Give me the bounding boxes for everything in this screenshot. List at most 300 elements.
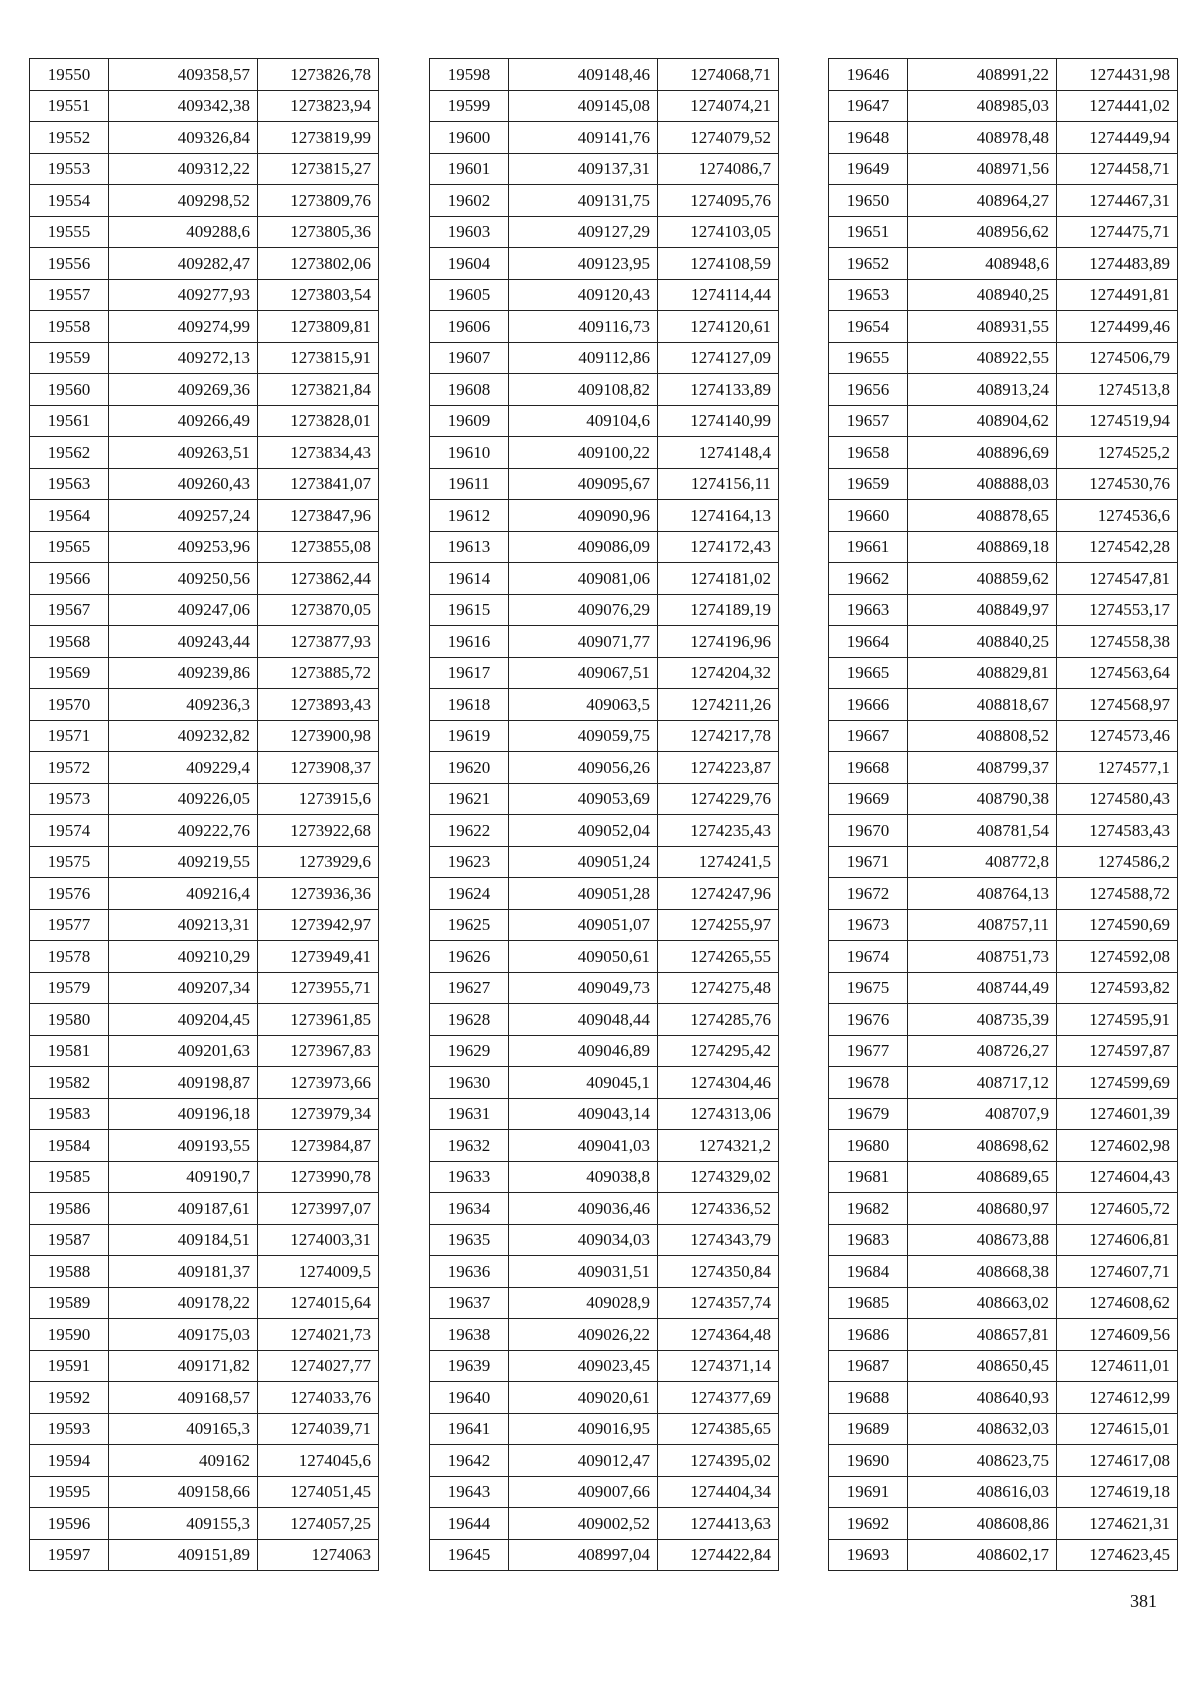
point-number: 19563 <box>30 468 109 500</box>
point-number: 19667 <box>829 720 908 752</box>
table-row <box>430 1256 779 1288</box>
y-coordinate: 1273862,44 <box>258 563 379 595</box>
table-row <box>430 468 779 500</box>
table-row <box>430 1130 779 1162</box>
table-row <box>430 122 779 154</box>
x-coordinate: 409063,5 <box>509 689 658 721</box>
x-coordinate: 408818,67 <box>908 689 1057 721</box>
table-row <box>430 279 779 311</box>
y-coordinate: 1273922,68 <box>258 815 379 847</box>
x-coordinate: 409236,3 <box>109 689 258 721</box>
point-number: 19582 <box>30 1067 109 1099</box>
table-row <box>430 941 779 973</box>
point-number: 19590 <box>30 1319 109 1351</box>
y-coordinate: 1274027,77 <box>258 1350 379 1382</box>
point-number: 19635 <box>430 1224 509 1256</box>
y-coordinate: 1274033,76 <box>258 1382 379 1414</box>
x-coordinate: 409120,43 <box>509 279 658 311</box>
x-coordinate: 408640,93 <box>908 1382 1057 1414</box>
table-row <box>430 90 779 122</box>
y-coordinate: 1274606,81 <box>1057 1224 1178 1256</box>
y-coordinate: 1273900,98 <box>258 720 379 752</box>
point-number: 19586 <box>30 1193 109 1225</box>
x-coordinate: 408602,17 <box>908 1539 1057 1571</box>
point-number: 19624 <box>430 878 509 910</box>
table-row <box>829 563 1178 595</box>
table-row <box>829 909 1178 941</box>
point-number: 19577 <box>30 909 109 941</box>
point-number: 19674 <box>829 941 908 973</box>
point-number: 19614 <box>430 563 509 595</box>
table-row <box>430 1539 779 1571</box>
point-number: 19628 <box>430 1004 509 1036</box>
y-coordinate: 1274597,87 <box>1057 1035 1178 1067</box>
y-coordinate: 1274385,65 <box>658 1413 779 1445</box>
point-number: 19636 <box>430 1256 509 1288</box>
y-coordinate: 1274140,99 <box>658 405 779 437</box>
table-row <box>430 563 779 595</box>
x-coordinate: 409263,51 <box>109 437 258 469</box>
y-coordinate: 1274499,46 <box>1057 311 1178 343</box>
y-coordinate: 1273893,43 <box>258 689 379 721</box>
y-coordinate: 1273984,87 <box>258 1130 379 1162</box>
x-coordinate: 408632,03 <box>908 1413 1057 1445</box>
point-number: 19638 <box>430 1319 509 1351</box>
table-row <box>829 1476 1178 1508</box>
table-row <box>30 279 379 311</box>
point-number: 19603 <box>430 216 509 248</box>
point-number: 19660 <box>829 500 908 532</box>
y-coordinate: 1273815,91 <box>258 342 379 374</box>
x-coordinate: 409243,44 <box>109 626 258 658</box>
table-row <box>430 1319 779 1351</box>
point-number: 19642 <box>430 1445 509 1477</box>
y-coordinate: 1274617,08 <box>1057 1445 1178 1477</box>
table-row <box>829 216 1178 248</box>
point-number: 19600 <box>430 122 509 154</box>
y-coordinate: 1274172,43 <box>658 531 779 563</box>
x-coordinate: 409043,14 <box>509 1098 658 1130</box>
y-coordinate: 1274265,55 <box>658 941 779 973</box>
y-coordinate: 1274074,21 <box>658 90 779 122</box>
point-number: 19564 <box>30 500 109 532</box>
x-coordinate: 408781,54 <box>908 815 1057 847</box>
x-coordinate: 408764,13 <box>908 878 1057 910</box>
point-number: 19690 <box>829 1445 908 1477</box>
y-coordinate: 1274513,8 <box>1057 374 1178 406</box>
point-number: 19584 <box>30 1130 109 1162</box>
x-coordinate: 408985,03 <box>908 90 1057 122</box>
table-row <box>30 1035 379 1067</box>
x-coordinate: 409141,76 <box>509 122 658 154</box>
table-row <box>30 689 379 721</box>
x-coordinate: 408608,86 <box>908 1508 1057 1540</box>
table-row <box>829 815 1178 847</box>
table-row <box>30 626 379 658</box>
point-number: 19579 <box>30 972 109 1004</box>
point-number: 19580 <box>30 1004 109 1036</box>
x-coordinate: 409028,9 <box>509 1287 658 1319</box>
x-coordinate: 409007,66 <box>509 1476 658 1508</box>
point-number: 19573 <box>30 783 109 815</box>
y-coordinate: 1273819,99 <box>258 122 379 154</box>
y-coordinate: 1274285,76 <box>658 1004 779 1036</box>
table-row <box>430 626 779 658</box>
point-number: 19553 <box>30 153 109 185</box>
y-coordinate: 1274114,44 <box>658 279 779 311</box>
y-coordinate: 1274506,79 <box>1057 342 1178 374</box>
x-coordinate: 409067,51 <box>509 657 658 689</box>
y-coordinate: 1274051,45 <box>258 1476 379 1508</box>
table-row <box>829 720 1178 752</box>
y-coordinate: 1274133,89 <box>658 374 779 406</box>
y-coordinate: 1274313,06 <box>658 1098 779 1130</box>
table-row <box>30 405 379 437</box>
table-row <box>829 1004 1178 1036</box>
x-coordinate: 409219,55 <box>109 846 258 878</box>
point-number: 19556 <box>30 248 109 280</box>
table-row <box>829 1539 1178 1571</box>
table-row <box>430 1350 779 1382</box>
point-number: 19596 <box>30 1508 109 1540</box>
y-coordinate: 1274229,76 <box>658 783 779 815</box>
y-coordinate: 1274189,19 <box>658 594 779 626</box>
point-number: 19645 <box>430 1539 509 1571</box>
y-coordinate: 1274573,46 <box>1057 720 1178 752</box>
y-coordinate: 1273979,34 <box>258 1098 379 1130</box>
x-coordinate: 408717,12 <box>908 1067 1057 1099</box>
point-number: 19616 <box>430 626 509 658</box>
y-coordinate: 1274247,96 <box>658 878 779 910</box>
point-number: 19615 <box>430 594 509 626</box>
point-number: 19550 <box>30 59 109 91</box>
x-coordinate: 409269,36 <box>109 374 258 406</box>
point-number: 19623 <box>430 846 509 878</box>
table-row <box>30 1319 379 1351</box>
point-number: 19598 <box>430 59 509 91</box>
y-coordinate: 1274607,71 <box>1057 1256 1178 1288</box>
table-row <box>30 1539 379 1571</box>
point-number: 19607 <box>430 342 509 374</box>
point-number: 19656 <box>829 374 908 406</box>
x-coordinate: 408931,55 <box>908 311 1057 343</box>
table-row <box>430 594 779 626</box>
x-coordinate: 409095,67 <box>509 468 658 500</box>
point-number: 19575 <box>30 846 109 878</box>
table-row <box>829 972 1178 1004</box>
table-row <box>829 626 1178 658</box>
x-coordinate: 409137,31 <box>509 153 658 185</box>
x-coordinate: 409175,03 <box>109 1319 258 1351</box>
y-coordinate: 1273805,36 <box>258 216 379 248</box>
table-row <box>829 1161 1178 1193</box>
point-number: 19640 <box>430 1382 509 1414</box>
y-coordinate: 1273997,07 <box>258 1193 379 1225</box>
y-coordinate: 1273823,94 <box>258 90 379 122</box>
coordinates-table-right <box>828 58 1178 1571</box>
x-coordinate: 409012,47 <box>509 1445 658 1477</box>
x-coordinate: 409178,22 <box>109 1287 258 1319</box>
page-number: 381 <box>1130 1591 1157 1611</box>
x-coordinate: 409162 <box>109 1445 258 1477</box>
point-number: 19654 <box>829 311 908 343</box>
table-row <box>30 1130 379 1162</box>
point-number: 19611 <box>430 468 509 500</box>
point-number: 19632 <box>430 1130 509 1162</box>
x-coordinate: 409342,38 <box>109 90 258 122</box>
x-coordinate: 409196,18 <box>109 1098 258 1130</box>
x-coordinate: 409056,26 <box>509 752 658 784</box>
x-coordinate: 409204,45 <box>109 1004 258 1036</box>
y-coordinate: 1274039,71 <box>258 1413 379 1445</box>
point-number: 19644 <box>430 1508 509 1540</box>
point-number: 19670 <box>829 815 908 847</box>
x-coordinate: 409123,95 <box>509 248 658 280</box>
x-coordinate: 409201,63 <box>109 1035 258 1067</box>
y-coordinate: 1273870,05 <box>258 594 379 626</box>
x-coordinate: 409282,47 <box>109 248 258 280</box>
table-row <box>829 1035 1178 1067</box>
y-coordinate: 1274068,71 <box>658 59 779 91</box>
y-coordinate: 1274148,4 <box>658 437 779 469</box>
table-row <box>30 594 379 626</box>
table-row <box>829 122 1178 154</box>
x-coordinate: 409076,29 <box>509 594 658 626</box>
table-row <box>30 1350 379 1382</box>
point-number: 19560 <box>30 374 109 406</box>
x-coordinate: 409288,6 <box>109 216 258 248</box>
x-coordinate: 408707,9 <box>908 1098 1057 1130</box>
point-number: 19613 <box>430 531 509 563</box>
table-row <box>430 153 779 185</box>
x-coordinate: 408650,45 <box>908 1350 1057 1382</box>
table-row <box>430 815 779 847</box>
table-row <box>430 1287 779 1319</box>
x-coordinate: 409059,75 <box>509 720 658 752</box>
x-coordinate: 408673,88 <box>908 1224 1057 1256</box>
x-coordinate: 409051,28 <box>509 878 658 910</box>
table-row <box>30 185 379 217</box>
y-coordinate: 1274547,81 <box>1057 563 1178 595</box>
x-coordinate: 409213,31 <box>109 909 258 941</box>
table-row <box>829 657 1178 689</box>
y-coordinate: 1274609,56 <box>1057 1319 1178 1351</box>
x-coordinate: 409298,52 <box>109 185 258 217</box>
x-coordinate: 408680,97 <box>908 1193 1057 1225</box>
table-row <box>430 720 779 752</box>
y-coordinate: 1273847,96 <box>258 500 379 532</box>
table-row <box>30 783 379 815</box>
y-coordinate: 1274608,62 <box>1057 1287 1178 1319</box>
x-coordinate: 409266,49 <box>109 405 258 437</box>
x-coordinate: 408904,62 <box>908 405 1057 437</box>
x-coordinate: 408888,03 <box>908 468 1057 500</box>
point-number: 19578 <box>30 941 109 973</box>
x-coordinate: 409016,95 <box>509 1413 658 1445</box>
y-coordinate: 1274095,76 <box>658 185 779 217</box>
y-coordinate: 1274491,81 <box>1057 279 1178 311</box>
x-coordinate: 409051,24 <box>509 846 658 878</box>
table-row <box>30 1067 379 1099</box>
y-coordinate: 1273826,78 <box>258 59 379 91</box>
x-coordinate: 409190,7 <box>109 1161 258 1193</box>
table-row <box>430 216 779 248</box>
y-coordinate: 1274009,5 <box>258 1256 379 1288</box>
point-number: 19646 <box>829 59 908 91</box>
point-number: 19666 <box>829 689 908 721</box>
y-coordinate: 1274295,42 <box>658 1035 779 1067</box>
point-number: 19659 <box>829 468 908 500</box>
point-number: 19657 <box>829 405 908 437</box>
x-coordinate: 408971,56 <box>908 153 1057 185</box>
point-number: 19630 <box>430 1067 509 1099</box>
x-coordinate: 408869,18 <box>908 531 1057 563</box>
y-coordinate: 1274593,82 <box>1057 972 1178 1004</box>
point-number: 19589 <box>30 1287 109 1319</box>
y-coordinate: 1273908,37 <box>258 752 379 784</box>
x-coordinate: 409086,09 <box>509 531 658 563</box>
table-row <box>30 563 379 595</box>
x-coordinate: 409131,75 <box>509 185 658 217</box>
point-number: 19678 <box>829 1067 908 1099</box>
y-coordinate: 1274563,64 <box>1057 657 1178 689</box>
point-number: 19685 <box>829 1287 908 1319</box>
y-coordinate: 1274580,43 <box>1057 783 1178 815</box>
table-row <box>30 1161 379 1193</box>
table-row <box>829 374 1178 406</box>
table-row <box>430 1476 779 1508</box>
x-coordinate: 409071,77 <box>509 626 658 658</box>
point-number: 19641 <box>430 1413 509 1445</box>
y-coordinate: 1274304,46 <box>658 1067 779 1099</box>
x-coordinate: 408829,81 <box>908 657 1057 689</box>
x-coordinate: 409250,56 <box>109 563 258 595</box>
x-coordinate: 409023,45 <box>509 1350 658 1382</box>
point-number: 19606 <box>430 311 509 343</box>
y-coordinate: 1274413,63 <box>658 1508 779 1540</box>
y-coordinate: 1274108,59 <box>658 248 779 280</box>
x-coordinate: 409034,03 <box>509 1224 658 1256</box>
point-number: 19692 <box>829 1508 908 1540</box>
y-coordinate: 1274483,89 <box>1057 248 1178 280</box>
point-number: 19585 <box>30 1161 109 1193</box>
y-coordinate: 1274604,43 <box>1057 1161 1178 1193</box>
point-number: 19665 <box>829 657 908 689</box>
y-coordinate: 1273990,78 <box>258 1161 379 1193</box>
point-number: 19652 <box>829 248 908 280</box>
x-coordinate: 408757,11 <box>908 909 1057 941</box>
y-coordinate: 1274530,76 <box>1057 468 1178 500</box>
x-coordinate: 409187,61 <box>109 1193 258 1225</box>
x-coordinate: 409326,84 <box>109 122 258 154</box>
y-coordinate: 1274079,52 <box>658 122 779 154</box>
table-row <box>829 1256 1178 1288</box>
point-number: 19552 <box>30 122 109 154</box>
point-number: 19634 <box>430 1193 509 1225</box>
point-number: 19609 <box>430 405 509 437</box>
point-number: 19648 <box>829 122 908 154</box>
y-coordinate: 1274235,43 <box>658 815 779 847</box>
y-coordinate: 1274623,45 <box>1057 1539 1178 1571</box>
point-number: 19601 <box>430 153 509 185</box>
y-coordinate: 1274241,5 <box>658 846 779 878</box>
x-coordinate: 408751,73 <box>908 941 1057 973</box>
y-coordinate: 1273809,76 <box>258 185 379 217</box>
point-number: 19680 <box>829 1130 908 1162</box>
point-number: 19671 <box>829 846 908 878</box>
x-coordinate: 409116,73 <box>509 311 658 343</box>
table-row <box>430 1067 779 1099</box>
table-row <box>829 437 1178 469</box>
coordinates-table-left <box>29 58 379 1571</box>
y-coordinate: 1273821,84 <box>258 374 379 406</box>
x-coordinate: 409226,05 <box>109 783 258 815</box>
y-coordinate: 1274615,01 <box>1057 1413 1178 1445</box>
table-row <box>829 500 1178 532</box>
y-coordinate: 1274275,48 <box>658 972 779 1004</box>
point-number: 19619 <box>430 720 509 752</box>
x-coordinate: 409041,03 <box>509 1130 658 1162</box>
y-coordinate: 1274553,17 <box>1057 594 1178 626</box>
y-coordinate: 1274343,79 <box>658 1224 779 1256</box>
x-coordinate: 409277,93 <box>109 279 258 311</box>
point-number: 19676 <box>829 1004 908 1036</box>
y-coordinate: 1274568,97 <box>1057 689 1178 721</box>
point-number: 19662 <box>829 563 908 595</box>
y-coordinate: 1273885,72 <box>258 657 379 689</box>
point-number: 19653 <box>829 279 908 311</box>
point-number: 19672 <box>829 878 908 910</box>
table-row <box>829 752 1178 784</box>
y-coordinate: 1274590,69 <box>1057 909 1178 941</box>
x-coordinate: 409026,22 <box>509 1319 658 1351</box>
point-number: 19594 <box>30 1445 109 1477</box>
table-row <box>30 1098 379 1130</box>
point-number: 19574 <box>30 815 109 847</box>
y-coordinate: 1273915,6 <box>258 783 379 815</box>
point-number: 19693 <box>829 1539 908 1571</box>
table-row <box>829 941 1178 973</box>
table-row <box>30 752 379 784</box>
point-number: 19686 <box>829 1319 908 1351</box>
y-coordinate: 1274057,25 <box>258 1508 379 1540</box>
y-coordinate: 1274431,98 <box>1057 59 1178 91</box>
table-row <box>30 531 379 563</box>
table-row <box>30 1413 379 1445</box>
point-number: 19673 <box>829 909 908 941</box>
x-coordinate: 408978,48 <box>908 122 1057 154</box>
point-number: 19658 <box>829 437 908 469</box>
point-number: 19626 <box>430 941 509 973</box>
x-coordinate: 409239,86 <box>109 657 258 689</box>
y-coordinate: 1274021,73 <box>258 1319 379 1351</box>
point-number: 19679 <box>829 1098 908 1130</box>
point-number: 19650 <box>829 185 908 217</box>
x-coordinate: 409232,82 <box>109 720 258 752</box>
point-number: 19637 <box>430 1287 509 1319</box>
point-number: 19625 <box>430 909 509 941</box>
point-number: 19559 <box>30 342 109 374</box>
table-row <box>829 1319 1178 1351</box>
y-coordinate: 1274475,71 <box>1057 216 1178 248</box>
y-coordinate: 1274377,69 <box>658 1382 779 1414</box>
y-coordinate: 1274329,02 <box>658 1161 779 1193</box>
point-number: 19683 <box>829 1224 908 1256</box>
y-coordinate: 1273967,83 <box>258 1035 379 1067</box>
point-number: 19669 <box>829 783 908 815</box>
x-coordinate: 409247,06 <box>109 594 258 626</box>
x-coordinate: 409145,08 <box>509 90 658 122</box>
